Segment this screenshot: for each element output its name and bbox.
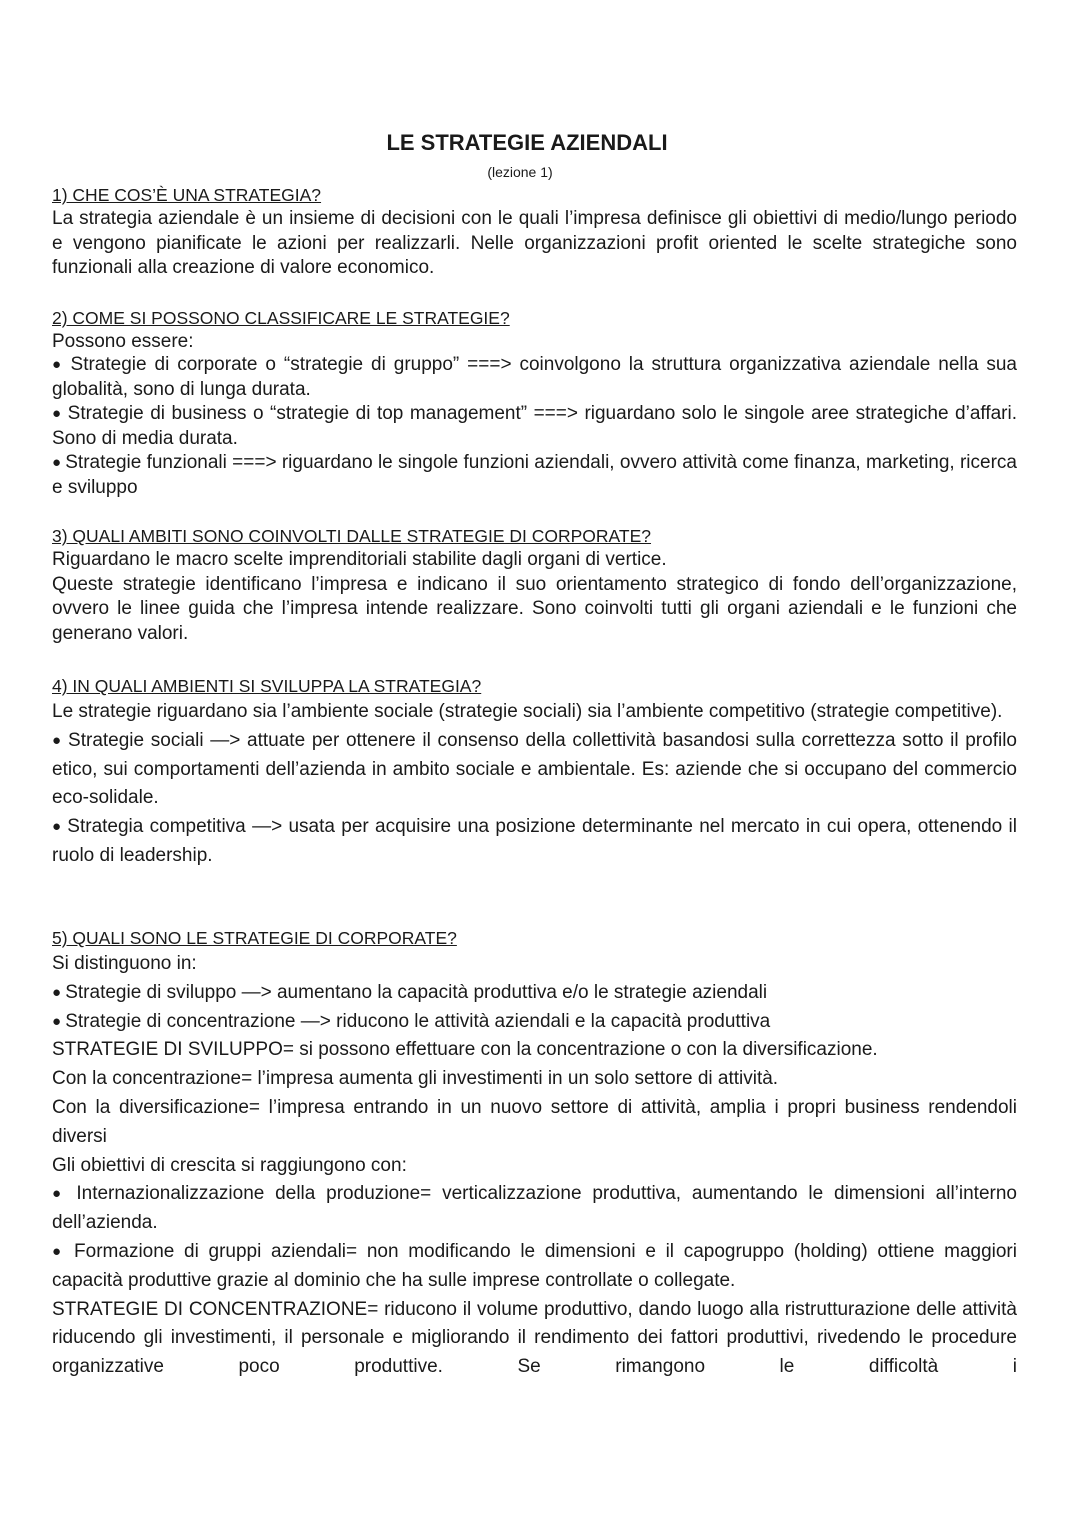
page-title: LE STRATEGIE AZIENDALI (386, 130, 668, 155)
paragraph: STRATEGIE DI SVILUPPO= si possono effettuare con la concentrazione o con la diversificazione. (52, 1039, 878, 1061)
paragraph: Riguardano le macro scelte imprenditoriali stabilite dagli organi di vertice. (52, 549, 667, 570)
section-heading: 4) IN QUALI AMBIENTI SI SVILUPPA LA STRATEGIA? (52, 676, 482, 696)
paragraph: Si distinguono in: (52, 953, 197, 974)
paragraph: Con la concentrazione= l’impresa aumenta gli investimenti in un solo settore di attività. (52, 1068, 779, 1090)
section-5 (52, 926, 1017, 1382)
section-1 (52, 183, 1017, 281)
paragraph: Possono essere: (52, 331, 194, 352)
bullet-item: ● Formazione di gruppi aziendali= non modificando le dimensioni e il capogruppo (holding) ottiene maggiori capacità produttive grazie al dominio che ha sulle imprese controllate o collegate. (52, 1238, 1017, 1296)
bullet-item: ● Internazionalizzazione della produzione= verticalizzazione produttiva, aumentando le dimensioni all’interno dell’azienda. (52, 1180, 1017, 1238)
paragraph: Queste strategie identificano l’impresa e indicano il suo orientamento strategico di fondo dell’organizzazione, ovvero le linee guida che l’impresa intende realizzare. Sono coinvolti tutti gli organi aziendali e le funzioni che generano valori. (52, 573, 1017, 644)
paragraph: Le strategie riguardano sia l’ambiente sociale (strategie sociali) sia l’ambiente competitivo (strategie competitive). (52, 701, 1003, 722)
section-2 (52, 306, 1017, 500)
paragraph: STRATEGIE DI CONCENTRAZIONE= riducono il volume produttivo, dando luogo alla ristrutturazione delle attività riducendo gli investimenti, il personale e migliorando il rendimento dei fattori produttivi, rivedendo le procedure organizzative poco produttive. Se rimangono le difficoltà i (52, 1298, 1017, 1378)
paragraph: Gli obiettivi di crescita si raggiungono con: (52, 1154, 407, 1176)
bullet-item: ● Strategie funzionali ===> riguardano le singole funzioni aziendali, ovvero attività come finanza, marketing, ricerca e sviluppo (52, 451, 1017, 500)
bullet-item: ● Strategie di sviluppo —> aumentano la capacità produttiva e/o le strategie aziendali (52, 979, 1017, 1008)
section-4 (52, 674, 1017, 871)
section-3 (52, 524, 1017, 646)
bullet-item: ● Strategie di concentrazione —> riducono le attività aziendali e la capacità produttiva (52, 1008, 1017, 1037)
paragraph: La strategia aziendale è un insieme di decisioni con le quali l’impresa definisce gli obiettivi di medio/lungo periodo e vengono pianificate le azioni per realizzarli. Nelle organizzazioni profit oriented le scelte strategiche sono funzionali alla creazione di valore economico. (52, 208, 1017, 278)
paragraph: Con la diversificazione= l’impresa entrando in un nuovo settore di attività, amplia i propri business rendendoli diversi (52, 1096, 1017, 1147)
bullet-item: ● Strategie di business o “strategie di top management” ===> riguardano solo le singole aree strategiche d’affari. Sono di media durata. (52, 402, 1017, 451)
section-heading: 1) CHE COS’È UNA STRATEGIA? (52, 185, 322, 205)
bullet-item: ● Strategie di corporate o “strategie di gruppo” ===> coinvolgono la struttura organizzativa aziendale nella sua globalità, sono di lunga durata. (52, 353, 1017, 402)
page-subtitle: (lezione 1) (487, 164, 553, 180)
bullet-item: ● Strategia competitiva —> usata per acquisire una posizione determinante nel mercato in cui opera, ottenendo il ruolo di leadership. (52, 813, 1017, 871)
section-heading: 3) QUALI AMBITI SONO COINVOLTI DALLE STRATEGIE DI CORPORATE? (52, 526, 652, 546)
section-heading: 5) QUALI SONO LE STRATEGIE DI CORPORATE? (52, 928, 457, 948)
section-heading: 2) COME SI POSSONO CLASSIFICARE LE STRATEGIE? (52, 308, 510, 328)
bullet-item: ● Strategie sociali —> attuate per ottenere il consenso della collettività basandosi sulla correttezza sotto il profilo etico, sui comportamenti dell’azienda in ambito sociale e ambientale. Es: aziende che si occupano del commercio eco-solidale. (52, 727, 1017, 813)
